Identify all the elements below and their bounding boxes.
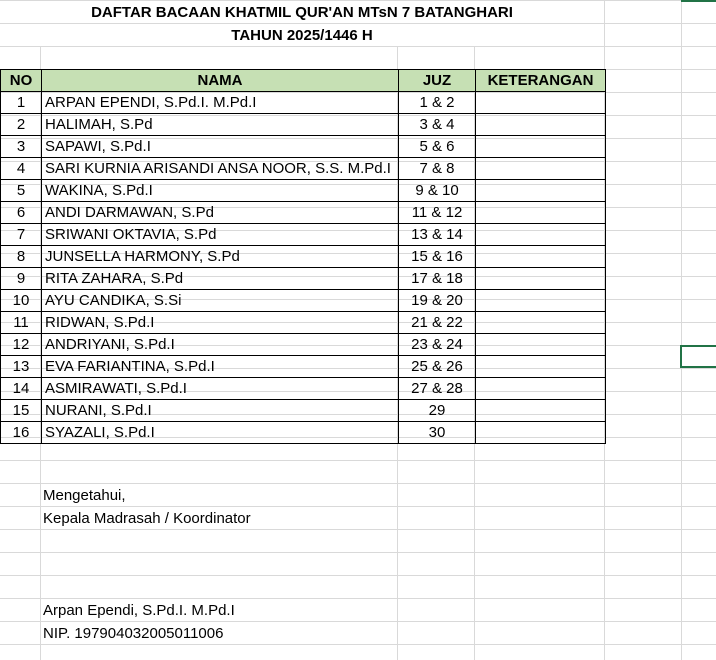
cell-no[interactable]: 9 — [1, 268, 42, 290]
cell-keterangan[interactable] — [476, 114, 606, 136]
table-row — [1, 180, 606, 202]
cell-no[interactable]: 2 — [1, 114, 42, 136]
cell-juz[interactable]: 23 & 24 — [399, 334, 476, 356]
signer-name[interactable]: Arpan Ependi, S.Pd.I. M.Pd.I — [43, 602, 235, 619]
cell-juz[interactable]: 29 — [399, 400, 476, 422]
cell-no[interactable]: 12 — [1, 334, 42, 356]
cell-juz[interactable]: 15 & 16 — [399, 246, 476, 268]
cell-juz[interactable]: 21 & 22 — [399, 312, 476, 334]
cell-nama[interactable]: EVA FARIANTINA, S.Pd.I — [42, 356, 399, 378]
gridline — [681, 0, 682, 660]
table-row — [1, 246, 606, 268]
cell-juz[interactable]: 19 & 20 — [399, 290, 476, 312]
table-row — [1, 136, 606, 158]
cell-no[interactable]: 13 — [1, 356, 42, 378]
cell-keterangan[interactable] — [476, 180, 606, 202]
cell-juz[interactable]: 17 & 18 — [399, 268, 476, 290]
cell-keterangan[interactable] — [476, 312, 606, 334]
signer-nip[interactable]: NIP. 197904032005011006 — [43, 625, 224, 642]
cell-nama[interactable]: ANDI DARMAWAN, S.Pd — [42, 202, 399, 224]
cell-nama[interactable]: RIDWAN, S.Pd.I — [42, 312, 399, 334]
sheet-title[interactable]: DAFTAR BACAAN KHATMIL QUR'AN MTsN 7 BATANGHARI — [0, 1, 604, 23]
cell-juz[interactable]: 13 & 14 — [399, 224, 476, 246]
cell-juz[interactable]: 9 & 10 — [399, 180, 476, 202]
cell-keterangan[interactable] — [476, 136, 606, 158]
cell-nama[interactable]: SRIWANI OKTAVIA, S.Pd — [42, 224, 399, 246]
khatmil-table — [0, 69, 606, 444]
active-cell-selection[interactable] — [680, 345, 716, 368]
cell-no[interactable]: 1 — [1, 92, 42, 114]
table-row — [1, 312, 606, 334]
cell-no[interactable]: 14 — [1, 378, 42, 400]
cell-nama[interactable]: SARI KURNIA ARISANDI ANSA NOOR, S.S. M.Pd.I — [42, 158, 399, 180]
cell-keterangan[interactable] — [476, 246, 606, 268]
table-row — [1, 224, 606, 246]
table-row — [1, 290, 606, 312]
cell-no[interactable]: 11 — [1, 312, 42, 334]
table-row — [1, 356, 606, 378]
cell-nama[interactable]: WAKINA, S.Pd.I — [42, 180, 399, 202]
cell-no[interactable]: 3 — [1, 136, 42, 158]
table-header-row — [1, 70, 606, 92]
table-row — [1, 158, 606, 180]
cell-nama[interactable]: ARPAN EPENDI, S.Pd.I. M.Pd.I — [42, 92, 399, 114]
gridline — [0, 552, 716, 553]
selection-edge — [681, 0, 716, 2]
cell-juz[interactable]: 7 & 8 — [399, 158, 476, 180]
cell-no[interactable]: 7 — [1, 224, 42, 246]
cell-nama[interactable]: HALIMAH, S.Pd — [42, 114, 399, 136]
cell-keterangan[interactable] — [476, 202, 606, 224]
cell-nama[interactable]: SYAZALI, S.Pd.I — [42, 422, 399, 444]
position-label[interactable]: Kepala Madrasah / Koordinator — [43, 510, 251, 527]
cell-no[interactable]: 16 — [1, 422, 42, 444]
sheet-subtitle[interactable]: TAHUN 2025/1446 H — [0, 24, 604, 46]
cell-juz[interactable]: 25 & 26 — [399, 356, 476, 378]
table-row — [1, 202, 606, 224]
table-row — [1, 334, 606, 356]
cell-keterangan[interactable] — [476, 356, 606, 378]
cell-nama[interactable]: JUNSELLA HARMONY, S.Pd — [42, 246, 399, 268]
gridline — [0, 575, 716, 576]
acknowledge-label[interactable]: Mengetahui, — [43, 487, 126, 504]
cell-keterangan[interactable] — [476, 92, 606, 114]
cell-juz[interactable]: 3 & 4 — [399, 114, 476, 136]
column-header-nama[interactable]: NAMA — [42, 70, 399, 92]
gridline — [0, 460, 716, 461]
cell-keterangan[interactable] — [476, 400, 606, 422]
cell-no[interactable]: 5 — [1, 180, 42, 202]
cell-juz[interactable]: 27 & 28 — [399, 378, 476, 400]
cell-nama[interactable]: ANDRIYANI, S.Pd.I — [42, 334, 399, 356]
table-row — [1, 400, 606, 422]
cell-keterangan[interactable] — [476, 378, 606, 400]
cell-nama[interactable]: SAPAWI, S.Pd.I — [42, 136, 399, 158]
cell-no[interactable]: 10 — [1, 290, 42, 312]
cell-juz[interactable]: 11 & 12 — [399, 202, 476, 224]
gridline — [0, 46, 716, 47]
cell-keterangan[interactable] — [476, 422, 606, 444]
cell-keterangan[interactable] — [476, 268, 606, 290]
column-header-keterangan[interactable]: KETERANGAN — [476, 70, 606, 92]
cell-juz[interactable]: 1 & 2 — [399, 92, 476, 114]
table-row — [1, 422, 606, 444]
cell-keterangan[interactable] — [476, 290, 606, 312]
column-header-juz[interactable]: JUZ — [399, 70, 476, 92]
cell-juz[interactable]: 5 & 6 — [399, 136, 476, 158]
cell-no[interactable]: 8 — [1, 246, 42, 268]
table-row — [1, 378, 606, 400]
cell-keterangan[interactable] — [476, 224, 606, 246]
table-row — [1, 114, 606, 136]
cell-no[interactable]: 6 — [1, 202, 42, 224]
cell-nama[interactable]: NURANI, S.Pd.I — [42, 400, 399, 422]
cell-no[interactable]: 4 — [1, 158, 42, 180]
table-row — [1, 92, 606, 114]
table-row — [1, 268, 606, 290]
cell-juz[interactable]: 30 — [399, 422, 476, 444]
cell-nama[interactable]: ASMIRAWATI, S.Pd.I — [42, 378, 399, 400]
cell-no[interactable]: 15 — [1, 400, 42, 422]
cell-nama[interactable]: AYU CANDIKA, S.Si — [42, 290, 399, 312]
cell-nama[interactable]: RITA ZAHARA, S.Pd — [42, 268, 399, 290]
column-header-no[interactable]: NO — [1, 70, 42, 92]
cell-keterangan[interactable] — [476, 158, 606, 180]
cell-keterangan[interactable] — [476, 334, 606, 356]
